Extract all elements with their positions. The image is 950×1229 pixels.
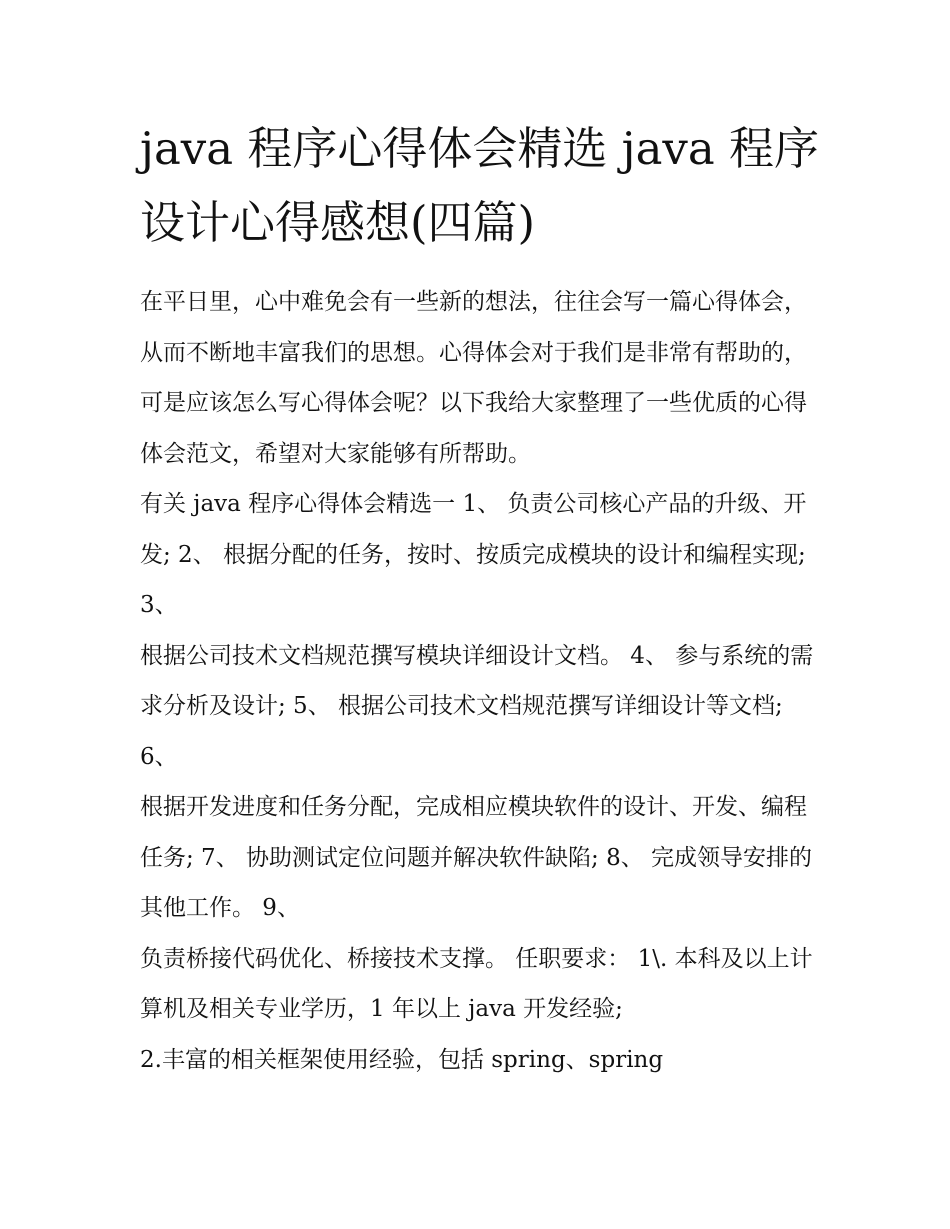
- paragraph-duties-1: 有关 java 程序心得体会精选一 1、 负责公司核心产品的升级、开发; 2、 根据分配的任务，按时、按质完成模块的设计和编程实现; 3、: [140, 491, 807, 618]
- document-body: [140, 277, 820, 1085]
- paragraph-duties-3: 根据开发进度和任务分配，完成相应模块软件的设计、开发、编程任务; 7、 协助测试定位问题并解决软件缺陷; 8、 完成领导安排的其他工作。 9、: [140, 794, 813, 921]
- paragraph-requirements-1: 负责桥接代码优化、桥接技术支撑。 任职要求： 1\. 本科及以上计算机及相关专业学历，1 年以上 java 开发经验;: [140, 945, 813, 1022]
- document-title: java 程序心得体会精选 java 程序设计心得感想(四篇): [140, 122, 819, 249]
- paragraph-intro: 在平日里，心中难免会有一些新的想法，往往会写一篇心得体会，从而不断地丰富我们的思想。心得体会对于我们是非常有帮助的，可是应该怎么写心得体会呢？以下我给大家整理了一些优质的心得体会范文，希望对大家能够有所帮助。: [140, 289, 807, 467]
- paragraph-duties-2: 根据公司技术文档规范撰写模块详细设计文档。 4、 参与系统的需求分析及设计; 5、 根据公司技术文档规范撰写详细设计等文档; 6、: [140, 642, 814, 770]
- paragraph-requirements-2: 2.丰富的相关框架使用经验，包括 spring、spring: [140, 1046, 664, 1073]
